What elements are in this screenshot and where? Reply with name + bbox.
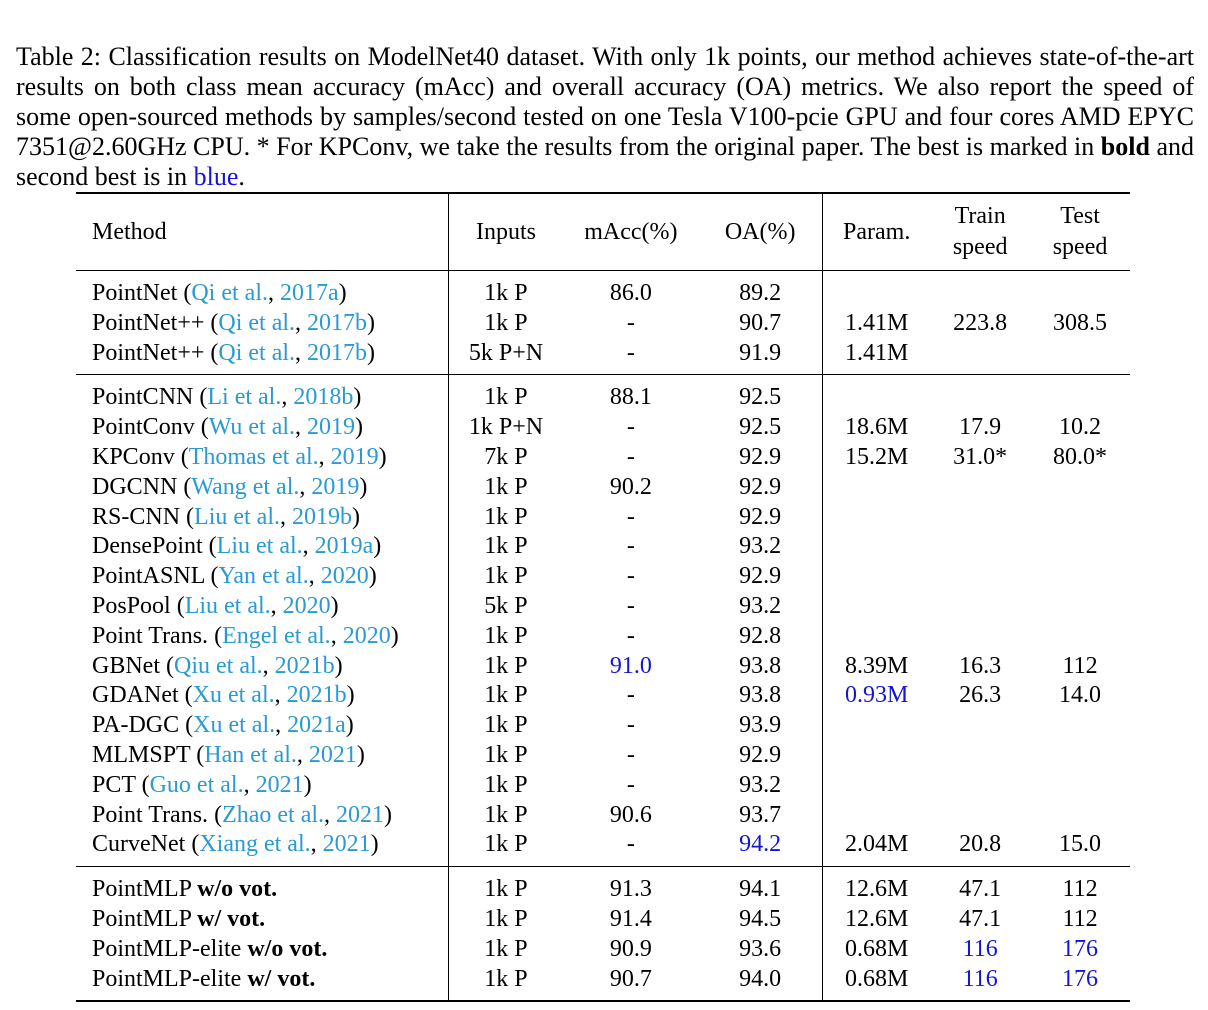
cell-inputs: 1k P	[484, 622, 528, 649]
citation-authors: Li et al.	[207, 384, 282, 411]
cell-oa: 90.7	[698, 309, 822, 339]
cell-train-speed: 26.3	[959, 682, 1002, 709]
cell-method: DGCNN (Wang et al., 2019)	[76, 473, 448, 503]
cell-macc: -	[626, 533, 635, 560]
method-name: DensePoint	[92, 533, 203, 560]
cell-test-speed	[1030, 741, 1130, 771]
cell-inputs: 1k P	[484, 965, 528, 992]
cell-test-speed	[1030, 622, 1130, 652]
table-row	[76, 741, 1130, 771]
cell-param: 1.41M	[845, 339, 909, 366]
cell-param: 0.68M	[845, 935, 909, 962]
cell-macc: -	[626, 339, 635, 366]
citation-authors: Xu et al.	[192, 682, 275, 709]
table-row	[76, 867, 1130, 905]
cell-macc: -	[626, 622, 635, 649]
caption-text-1: Table 2: Classification results on ModelNet40 dataset. With only 1k points, our method achieves state-of-the-art results on both class mean accuracy (mAcc) and overall accuracy (OA) metrics. We also report the speed of some open-sourced methods by samples/second tested on one Tesla V100-pcie GPU and four cores AMD EPYC 7351@2.60GHz CPU. * For KPConv, we take the results from the original paper. The best is marked in	[16, 42, 1194, 161]
cell-method	[76, 935, 448, 965]
method-name: DGCNN	[92, 473, 178, 500]
cell-train-speed	[930, 375, 1030, 413]
table-row	[76, 771, 1130, 801]
cell-oa: 93.8	[698, 652, 822, 682]
cell-train-speed	[930, 532, 1030, 562]
citation-authors: Guo et al.	[149, 771, 244, 798]
cell-train-speed: 17.9	[959, 414, 1002, 441]
citation-year: 2021	[255, 771, 304, 798]
cell-method	[76, 905, 448, 935]
method-variant: w/ vot.	[247, 965, 316, 992]
method-name: GDANet	[92, 682, 179, 709]
method-name: PosPool	[92, 592, 171, 619]
table-row	[76, 652, 1130, 682]
citation-year: 2020	[342, 622, 391, 649]
cell-inputs: 1k P	[484, 280, 528, 306]
cell-test-speed: 15.0	[1059, 831, 1102, 858]
cell-train-speed	[930, 711, 1030, 741]
method-name: PointNet++	[92, 339, 205, 366]
method-name: PCT	[92, 771, 136, 798]
pointmlp-group	[76, 867, 1130, 1002]
cell-param	[823, 771, 931, 801]
header-test-line2: speed	[1052, 234, 1108, 260]
cell-method: Point Trans. (Engel et al., 2020)	[76, 622, 448, 652]
cell-train-speed	[930, 271, 1030, 309]
cell-macc: -	[626, 503, 635, 530]
cell-oa: 92.9	[698, 741, 822, 771]
citation-year: 2021	[336, 801, 385, 828]
cell-inputs: 1k P	[484, 473, 528, 500]
citation-authors: Liu et al.	[194, 503, 280, 530]
cell-oa: 93.6	[698, 935, 822, 965]
table-row	[76, 339, 1130, 375]
cell-oa: 93.9	[698, 711, 822, 741]
cell-macc: 90.2	[609, 473, 652, 500]
cell-param	[823, 711, 931, 741]
method-name: PointMLP-elite	[92, 965, 242, 992]
citation-authors: Qi et al.	[218, 339, 296, 366]
cell-train-speed: 47.1	[959, 876, 1002, 903]
cell-train-speed	[930, 339, 1030, 375]
cell-train-speed: 16.3	[959, 652, 1002, 679]
method-variant: w/o vot.	[197, 876, 278, 903]
cell-param	[823, 741, 931, 771]
method-name: PointNet++	[92, 309, 205, 336]
method-name: PointMLP-elite	[92, 935, 242, 962]
cell-param: 12.6M	[845, 876, 909, 903]
table-row	[76, 503, 1130, 533]
cell-test-speed	[1030, 771, 1130, 801]
cell-inputs: 1k P	[484, 652, 528, 679]
cell-test-speed	[1030, 532, 1130, 562]
cell-train-speed: 116	[962, 935, 998, 962]
cell-test-speed: 112	[1062, 905, 1098, 932]
cell-oa: 91.9	[698, 339, 822, 375]
cell-train-speed	[930, 771, 1030, 801]
citation-year: 2019a	[314, 533, 374, 560]
table-row	[76, 443, 1130, 473]
cell-test-speed	[1030, 375, 1130, 413]
cell-macc: 90.9	[609, 935, 652, 962]
table-row	[76, 711, 1130, 741]
cell-inputs: 1k P	[484, 309, 528, 336]
cell-method	[76, 867, 448, 905]
cell-macc: -	[626, 771, 635, 798]
cell-param	[823, 801, 931, 831]
cell-param: 8.39M	[845, 652, 909, 679]
citation-authors: Qi et al.	[191, 280, 268, 306]
method-name: PointMLP	[92, 905, 192, 932]
cell-inputs: 1k P+N	[468, 414, 544, 441]
cell-method: PCT (Guo et al., 2021)	[76, 771, 448, 801]
cell-train-speed: 223.8	[953, 309, 1008, 336]
cell-method: PointASNL (Yan et al., 2020)	[76, 562, 448, 592]
citation-authors: Qi et al.	[218, 309, 296, 336]
header-train-line1: Train	[954, 203, 1006, 229]
cell-method: MLMSPT (Han et al., 2021)	[76, 741, 448, 771]
cell-param	[823, 532, 931, 562]
cell-oa: 94.5	[698, 905, 822, 935]
method-name: Point Trans.	[92, 622, 209, 649]
cell-macc: 86.0	[609, 280, 652, 306]
citation-authors: Qiu et al.	[174, 652, 263, 679]
cell-inputs: 1k P	[484, 935, 528, 962]
table-header	[76, 193, 1130, 271]
cell-macc: -	[626, 309, 635, 336]
citation-year: 2019	[311, 473, 360, 500]
citation-year: 2021b	[286, 682, 347, 709]
citation-year: 2019b	[292, 503, 352, 530]
cell-inputs: 1k P	[484, 741, 528, 768]
caption-text-2: and second best is in	[16, 132, 1194, 191]
cell-macc: -	[626, 443, 635, 470]
citation-year: 2021	[322, 831, 371, 858]
cell-oa: 92.5	[698, 413, 822, 443]
table-row	[76, 935, 1130, 965]
cell-macc: -	[626, 741, 635, 768]
cell-param: 0.93M	[845, 682, 909, 709]
baseline-group-pointnet	[76, 271, 1130, 375]
cell-inputs: 1k P	[484, 682, 528, 709]
table-row	[76, 830, 1130, 866]
cell-oa: 94.0	[698, 965, 822, 1002]
cell-method: PA-DGC (Xu et al., 2021a)	[76, 711, 448, 741]
cell-method: RS-CNN (Liu et al., 2019b)	[76, 503, 448, 533]
cell-macc: 90.6	[609, 801, 652, 828]
cell-inputs: 1k P	[484, 771, 528, 798]
table-row	[76, 473, 1130, 503]
cell-macc: -	[626, 563, 635, 590]
cell-train-speed	[930, 741, 1030, 771]
cell-inputs: 5k P+N	[468, 339, 544, 366]
cell-test-speed	[1030, 801, 1130, 831]
cell-test-speed	[1030, 473, 1130, 503]
cell-param: 1.41M	[845, 309, 909, 336]
cell-oa: 94.1	[698, 867, 822, 905]
citation-year: 2017a	[279, 280, 339, 306]
citation-authors: Liu et al.	[216, 533, 303, 560]
citation-year: 2020	[320, 563, 369, 590]
citation-year: 2017b	[307, 309, 368, 336]
header-macc: mAcc(%)	[584, 218, 678, 245]
cell-method: Point Trans. (Zhao et al., 2021)	[76, 801, 448, 831]
cell-oa: 89.2	[698, 271, 822, 309]
cell-macc: 90.7	[609, 965, 652, 992]
cell-param	[823, 592, 931, 622]
citation-year: 2019	[330, 443, 379, 470]
cell-param: 18.6M	[845, 414, 909, 441]
header-oa: OA(%)	[698, 193, 822, 271]
citation-authors: Engel et al.	[222, 622, 331, 649]
cell-macc: 91.4	[609, 905, 652, 932]
citation-year: 2019	[307, 414, 356, 441]
citation-authors: Xu et al.	[193, 712, 276, 739]
cell-oa: 92.5	[698, 375, 822, 413]
cell-train-speed: 20.8	[959, 831, 1002, 858]
cell-test-speed: 14.0	[1059, 682, 1102, 709]
cell-train-speed: 31.0*	[953, 443, 1008, 470]
header-param: Param.	[843, 218, 911, 245]
cell-inputs: 1k P	[484, 905, 528, 932]
citation-year: 2021a	[287, 712, 346, 739]
citation-year: 2018b	[293, 384, 354, 411]
cell-test-speed	[1030, 339, 1130, 375]
cell-param: 15.2M	[845, 443, 909, 470]
citation-authors: Zhao et al.	[222, 801, 325, 828]
cell-oa: 93.2	[698, 592, 822, 622]
cell-param	[823, 562, 931, 592]
cell-test-speed	[1030, 503, 1130, 533]
cell-oa: 92.9	[698, 473, 822, 503]
method-name: RS-CNN	[92, 503, 181, 530]
cell-inputs: 1k P	[484, 801, 528, 828]
cell-param	[823, 473, 931, 503]
cell-test-speed: 176	[1062, 935, 1099, 962]
cell-test-speed: 80.0*	[1053, 443, 1108, 470]
cell-oa: 93.7	[698, 801, 822, 831]
cell-param: 0.68M	[845, 965, 909, 992]
cell-macc: -	[626, 592, 635, 619]
header-method: Method	[76, 193, 448, 271]
cell-test-speed	[1030, 271, 1130, 309]
method-name: PointMLP	[92, 876, 192, 903]
cell-test-speed	[1030, 711, 1130, 741]
caption-text-3: .	[238, 162, 245, 191]
cell-macc: -	[626, 682, 635, 709]
cell-test-speed: 112	[1062, 876, 1098, 903]
table-row	[76, 309, 1130, 339]
cell-macc: -	[626, 414, 635, 441]
citation-authors: Xiang et al.	[199, 831, 311, 858]
cell-inputs: 1k P	[484, 563, 528, 590]
citation-authors: Yan et al.	[218, 563, 309, 590]
cell-macc: -	[626, 831, 635, 858]
cell-param	[823, 503, 931, 533]
table-row	[76, 681, 1130, 711]
cell-train-speed	[930, 562, 1030, 592]
method-name: Point Trans.	[92, 801, 209, 828]
caption-blue-word: blue	[193, 162, 239, 191]
cell-method: KPConv (Thomas et al., 2019)	[76, 443, 448, 473]
table-row	[76, 592, 1130, 622]
cell-method: GDANet (Xu et al., 2021b)	[76, 681, 448, 711]
cell-train-speed: 116	[962, 965, 998, 992]
cell-inputs: 7k P	[484, 443, 528, 470]
cell-train-speed	[930, 592, 1030, 622]
header-row	[76, 193, 1130, 271]
cell-param	[823, 375, 931, 413]
table-row	[76, 271, 1130, 309]
cell-oa: 92.9	[698, 562, 822, 592]
table-row	[76, 532, 1130, 562]
cell-macc: 91.3	[609, 876, 652, 903]
method-name: MLMSPT	[92, 741, 191, 768]
cell-method: PointNet++ (Qi et al., 2017b)	[76, 309, 448, 339]
citation-year: 2020	[282, 592, 331, 619]
method-name: PointASNL	[92, 563, 205, 590]
cell-method	[76, 965, 448, 1002]
cell-test-speed: 176	[1062, 965, 1099, 992]
cell-method: PointNet++ (Qi et al., 2017b)	[76, 339, 448, 375]
cell-oa: 93.8	[698, 681, 822, 711]
cell-macc: 88.1	[609, 384, 652, 411]
cell-inputs: 1k P	[484, 712, 528, 739]
header-train-line2: speed	[952, 234, 1008, 260]
cell-macc: 91.0	[609, 652, 652, 679]
cell-oa: 93.2	[698, 532, 822, 562]
cell-oa: 92.9	[698, 443, 822, 473]
citation-year: 2017b	[307, 339, 368, 366]
cell-test-speed	[1030, 592, 1130, 622]
cell-inputs: 1k P	[484, 384, 528, 411]
citation-authors: Thomas et al.	[188, 443, 319, 470]
table-row	[76, 965, 1130, 1002]
method-name: GBNet	[92, 652, 160, 679]
cell-param: 12.6M	[845, 905, 909, 932]
header-inputs: Inputs	[475, 218, 536, 245]
cell-train-speed	[930, 801, 1030, 831]
cell-method: PointCNN (Li et al., 2018b)	[76, 375, 448, 413]
cell-inputs: 1k P	[484, 533, 528, 560]
cell-method: DensePoint (Liu et al., 2019a)	[76, 532, 448, 562]
table-row	[76, 622, 1130, 652]
cell-inputs: 1k P	[484, 831, 528, 858]
cell-macc: -	[626, 712, 635, 739]
method-name: CurveNet	[92, 831, 186, 858]
method-name: PointConv	[92, 414, 195, 441]
cell-oa: 92.9	[698, 503, 822, 533]
header-test-line1: Test	[1060, 203, 1100, 229]
method-name: PA-DGC	[92, 712, 180, 739]
cell-train-speed: 47.1	[959, 905, 1002, 932]
cell-method: PointConv (Wu et al., 2019)	[76, 413, 448, 443]
cell-method: PosPool (Liu et al., 2020)	[76, 592, 448, 622]
table-row	[76, 905, 1130, 935]
cell-train-speed	[930, 473, 1030, 503]
results-table	[76, 192, 1130, 1002]
table-row	[76, 413, 1130, 443]
cell-param	[823, 271, 931, 309]
cell-train-speed	[930, 622, 1030, 652]
citation-authors: Wu et al.	[208, 414, 296, 441]
cell-oa: 93.2	[698, 771, 822, 801]
cell-test-speed: 10.2	[1059, 414, 1102, 441]
citation-authors: Wang et al.	[191, 473, 300, 500]
method-variant: w/ vot.	[197, 905, 266, 932]
cell-train-speed	[930, 503, 1030, 533]
citation-year: 2021	[308, 741, 357, 768]
citation-authors: Han et al.	[204, 741, 297, 768]
citation-year: 2021b	[274, 652, 335, 679]
table-caption	[16, 42, 1194, 192]
method-name: PointCNN	[92, 384, 194, 411]
cell-test-speed: 112	[1062, 652, 1098, 679]
citation-authors: Liu et al.	[184, 592, 271, 619]
cell-oa: 94.2	[698, 830, 822, 866]
cell-param	[823, 622, 931, 652]
cell-test-speed	[1030, 562, 1130, 592]
cell-param: 2.04M	[845, 831, 909, 858]
method-name: PointNet	[92, 280, 178, 306]
cell-oa: 92.8	[698, 622, 822, 652]
cell-method: CurveNet (Xiang et al., 2021)	[76, 830, 448, 866]
cell-inputs: 1k P	[484, 876, 528, 903]
table-row	[76, 375, 1130, 413]
cell-test-speed: 308.5	[1053, 309, 1108, 336]
cell-method: PointNet (Qi et al., 2017a)	[76, 271, 448, 309]
baseline-group-others	[76, 375, 1130, 867]
header-train-speed	[930, 193, 1030, 271]
table-row	[76, 801, 1130, 831]
method-name: KPConv	[92, 443, 175, 470]
caption-bold-word: bold	[1100, 132, 1150, 161]
cell-method: GBNet (Qiu et al., 2021b)	[76, 652, 448, 682]
cell-inputs: 1k P	[484, 503, 528, 530]
method-variant: w/o vot.	[247, 935, 328, 962]
header-test-speed	[1030, 193, 1130, 271]
table-row	[76, 562, 1130, 592]
cell-inputs: 5k P	[484, 592, 528, 619]
